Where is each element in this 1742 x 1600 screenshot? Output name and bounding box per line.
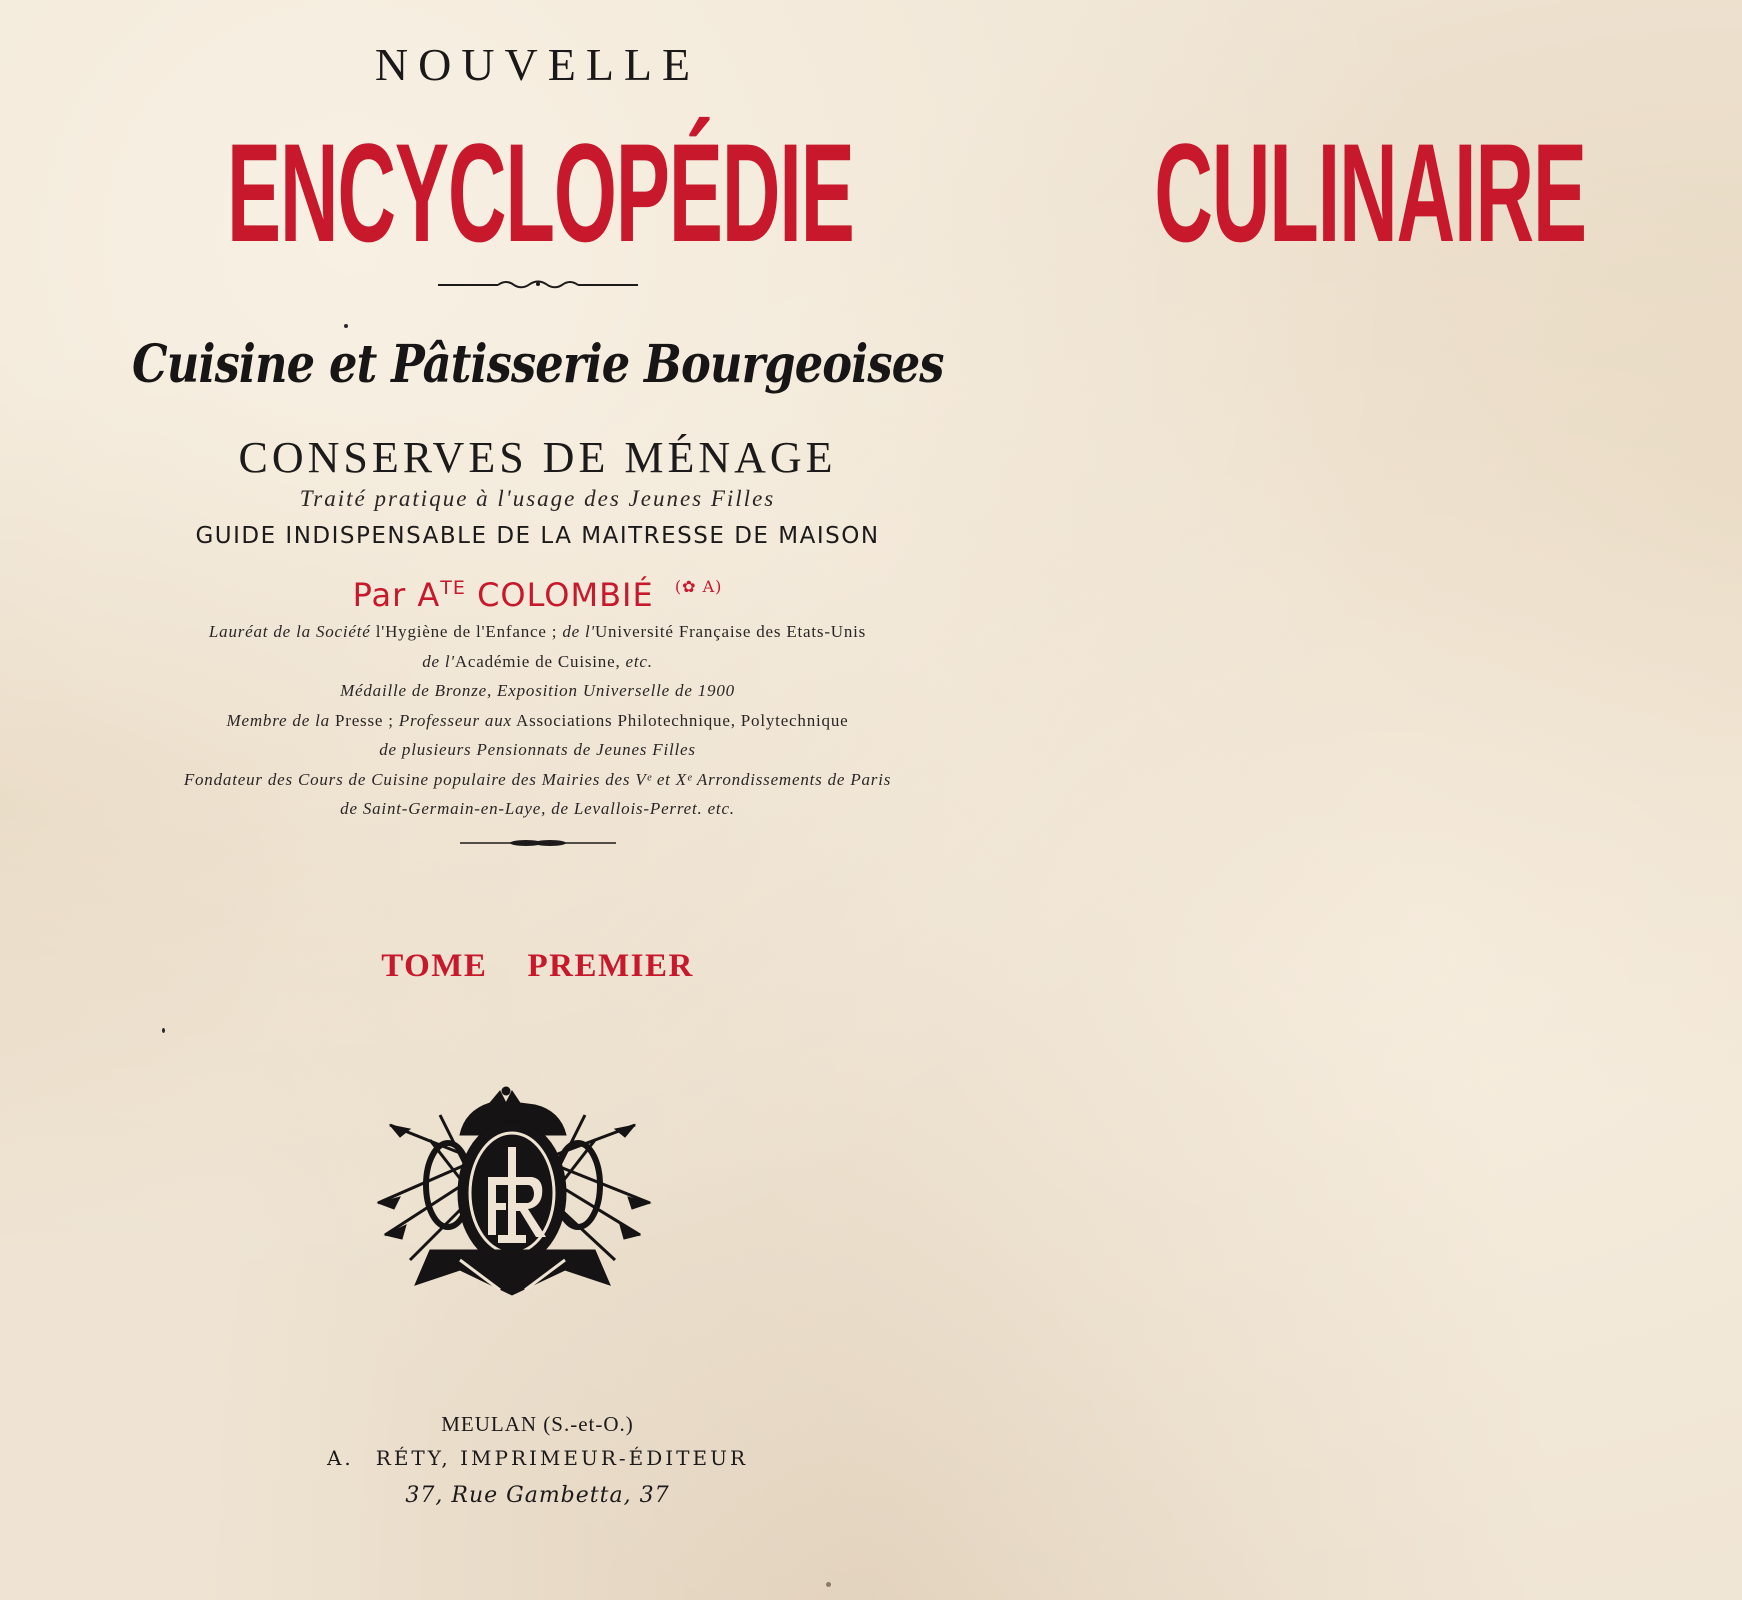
paper-speck — [162, 1028, 165, 1033]
kicker-title: NOUVELLE — [374, 39, 701, 90]
credential-line-4: Membre de la Presse ; Professeur aux Associations Philotechnique, Polytechnique — [226, 711, 849, 730]
author-line — [0, 576, 1075, 614]
volume-label: TOME PREMIER — [381, 948, 694, 984]
credential-line-5: de plusieurs Pensionnats de Jeunes Filles — [379, 740, 696, 759]
credential-line-7: de Saint-Germain-en-Laye, de Levallois-Perret. etc. — [340, 799, 735, 818]
author-initial-sup: TE — [440, 577, 466, 599]
ornamental-divider-icon — [438, 278, 638, 292]
academic-palms-decoration: (✿ A) — [674, 577, 723, 596]
credential-line-1: Lauréat de la Société l'Hygiène de l'Enfance ; de l'Université Française des Etats-Unis — [208, 622, 867, 641]
main-title — [0, 114, 1586, 271]
imprint-publisher: A. RÉTY, IMPRIMEUR-ÉDITEUR — [326, 1446, 749, 1470]
main-title-word-1: ENCYCLOPÉDIE — [226, 114, 854, 271]
paper-speck — [826, 1582, 831, 1587]
author-name: COLOMBIÉ — [477, 576, 654, 614]
main-title-word-2: CULINAIRE — [1153, 114, 1586, 271]
credential-line-3: Médaille de Bronze, Exposition Universelle de 1900 — [340, 681, 735, 700]
imprint-city: MEULAN (S.-et-O.) — [441, 1412, 634, 1436]
author-prefix: Par — [352, 576, 407, 614]
subtitle-secondary: CONSERVES DE MÉNAGE — [238, 433, 837, 482]
subtitle-main: Cuisine et Pâtisserie Bourgeoises — [131, 334, 944, 395]
credential-line-6: Fondateur des Cours de Cuisine populaire des Mairies des Vᵉ et Xᵉ Arrondissements de Paris — [183, 770, 892, 789]
paper-speck — [344, 324, 348, 328]
subtitle-guide: GUIDE INDISPENSABLE DE LA MAITRESSE DE MAISON — [195, 523, 880, 549]
publisher-monogram-emblem-icon — [370, 1085, 655, 1300]
credential-line-2: de l'Académie de Cuisine, etc. — [422, 652, 653, 671]
ornamental-divider-small-icon — [460, 838, 616, 848]
author-initial: A — [417, 576, 441, 614]
subtitle-tagline: Traité pratique à l'usage des Jeunes Filles — [299, 486, 776, 511]
imprint-address: 37, Rue Gambetta, 37 — [405, 1483, 670, 1508]
